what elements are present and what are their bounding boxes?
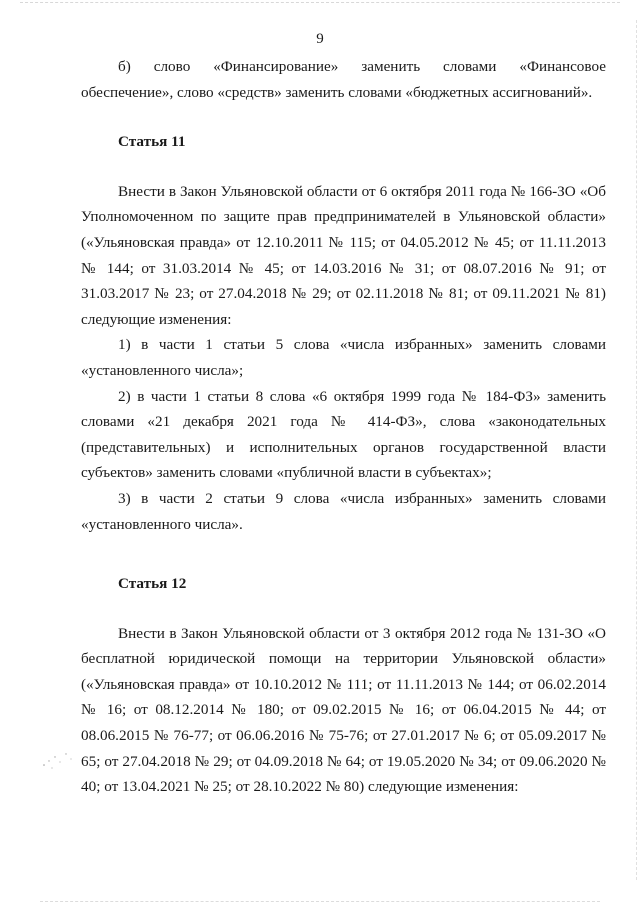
article-12-heading: Статья 12 <box>118 575 187 593</box>
scan-edge-right <box>636 20 637 880</box>
scan-edge-bottom <box>40 901 600 902</box>
article-11-item-1: 1) в части 1 статьи 5 слова «числа избранных» заменить словами «установленного числа»; <box>81 336 606 379</box>
document-body <box>81 54 606 800</box>
article-11-intro: Внести в Закон Ульяновской области от 6 октября 2011 года № 166-ЗО «Об Уполномоченном по защите прав предпринимателей в Ульяновской области» («Ульяновская правда» от 12.10.2011 № 115; от 04.05.2012 № 45; от 11.11.2013 № 144; от 31.03.2014 № 45; от 14.03.2016 № 31; от 08.07.2016 № 91; от 31.03.2017 № 23; от 27.04.2018 № 29; от 02.11.2018 № 81; от 09.11.2021 № 81) следующие изменения: <box>81 182 606 328</box>
paragraph-b: б) слово «Финансирование» заменить словами «Финансовое обеспечение», слово «средств» заменить словами «бюджетных ассигнований». <box>81 58 606 101</box>
article-11-item-2: 2) в части 1 статьи 8 слова «6 октября 1999 года № 184-ФЗ» заменить словами «21 декабря 2021 года № 414-ФЗ», слова «законодательных (представительных) и исполнительных органов государственной власти субъектов» заменить словами «публичной власти в субъектах»; <box>81 387 606 482</box>
page-number: 9 <box>316 31 324 47</box>
article-12-intro: Внести в Закон Ульяновской области от 3 октября 2012 года № 131-ЗО «О бесплатной юридической помощи на территории Ульяновской области» («Ульяновская правда» от 10.10.2012 № 111; от 11.11.2013 № 144; от 06.02.2014 № 16; от 08.12.2014 № 180; от 09.02.2015 № 16; от 06.04.2015 № 44; от 08.06.2015 № 76-77; от 06.06.2016 № 75-76; от 27.01.2017 № 6; от 05.09.2017 № 65; от 27.04.2018 № 29; от 04.09.2018 № 64; от 19.05.2020 № 34; от 09.06.2020 № 40; от 13.04.2021 № 25; от 28.10.2022 № 80) следующие изменения: <box>81 624 606 796</box>
scan-edge-top <box>20 2 620 3</box>
article-11-heading: Статья 11 <box>118 133 186 151</box>
article-11-item-3: 3) в части 2 статьи 9 слова «числа избранных» заменить словами «установленного числа». <box>81 489 606 533</box>
